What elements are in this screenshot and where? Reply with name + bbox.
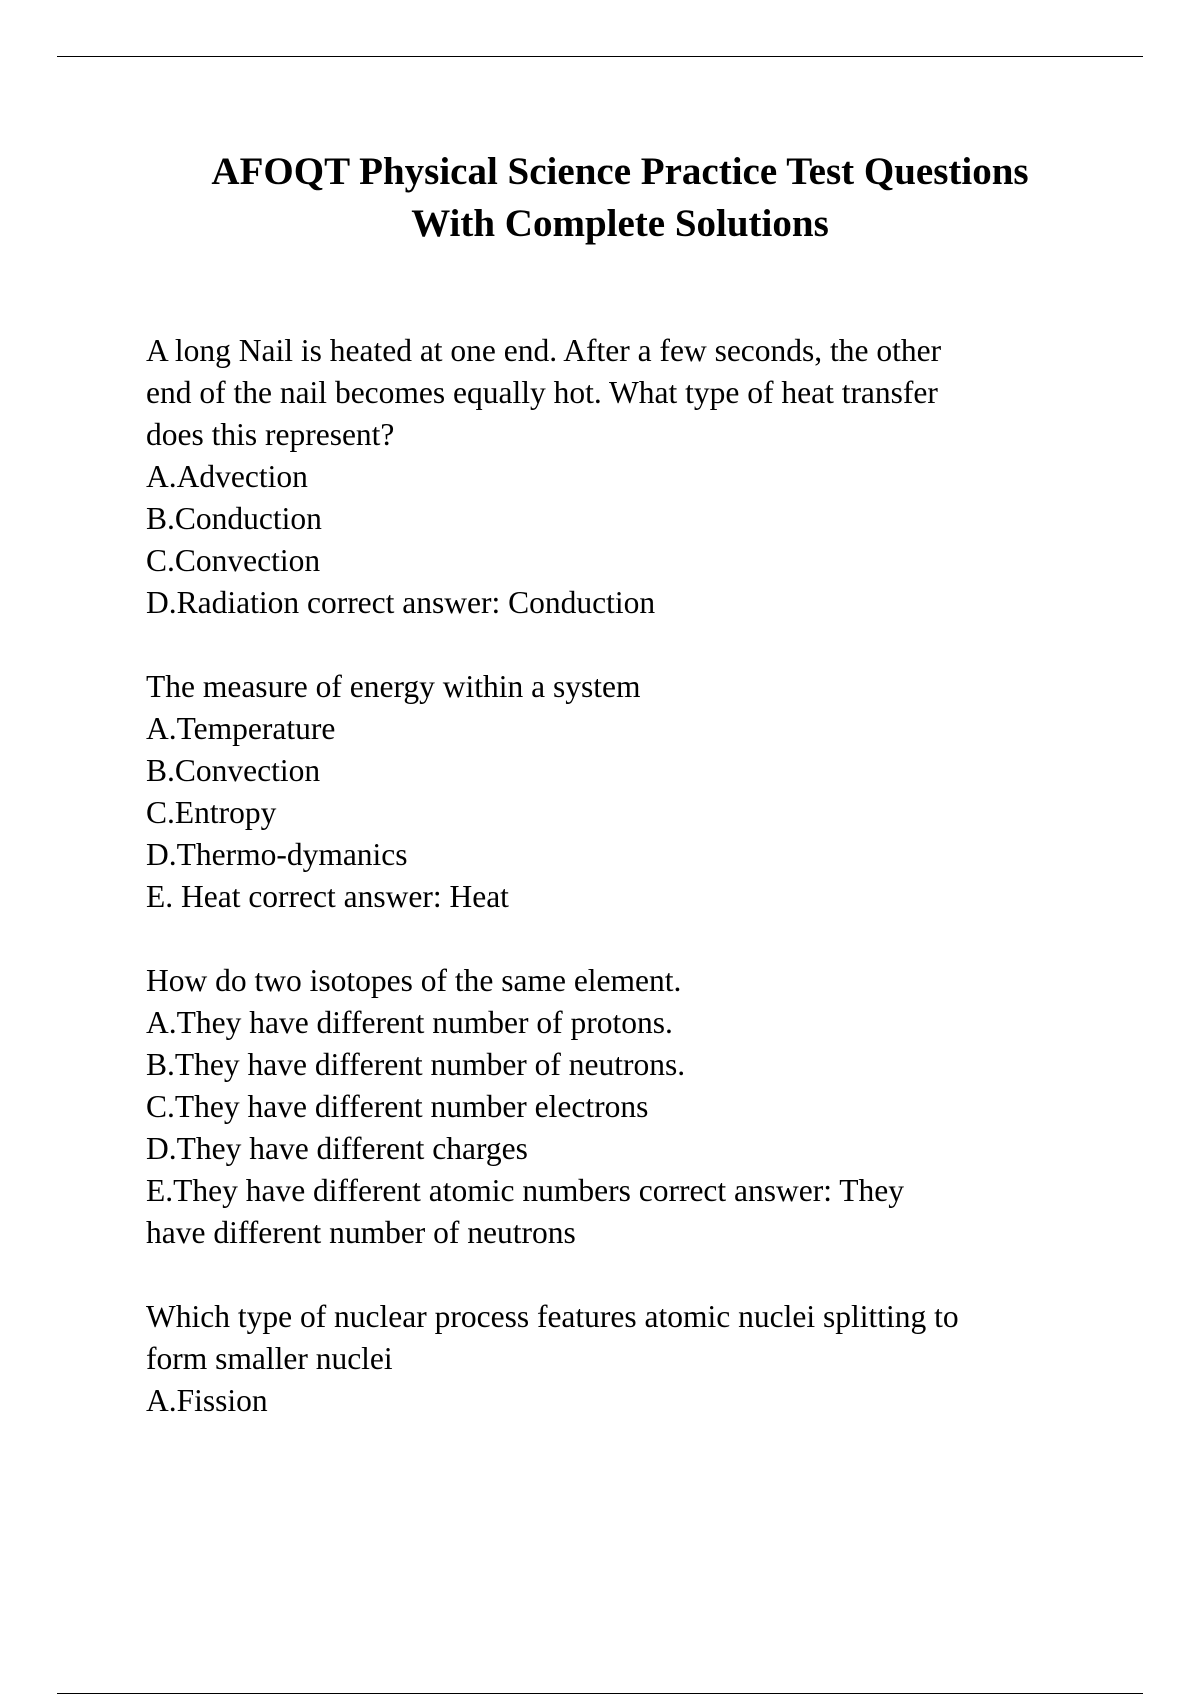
answer-option-with-solution: D.Radiation correct answer: Conduction <box>146 585 656 620</box>
questions-list <box>146 330 1106 1464</box>
answer-option: C.Entropy <box>146 795 277 830</box>
answer-option: D.They have different charges <box>146 1131 528 1166</box>
question-text: end of the nail becomes equally hot. What type of heat transfer <box>146 375 938 410</box>
answer-option: A.Fission <box>146 1383 268 1418</box>
answer-option: D.Thermo-dymanics <box>146 837 408 872</box>
top-rule <box>57 56 1143 57</box>
page-title <box>100 146 1140 250</box>
question-text: A long Nail is heated at one end. After a few seconds, the other <box>146 333 942 368</box>
answer-option: A.They have different number of protons. <box>146 1005 673 1040</box>
question-3 <box>146 960 1106 1254</box>
question-text: form smaller nuclei <box>146 1341 393 1376</box>
question-4 <box>146 1296 1106 1422</box>
question-text: does this represent? <box>146 417 395 452</box>
question-text: How do two isotopes of the same element. <box>146 963 682 998</box>
answer-option: C.Convection <box>146 543 321 578</box>
question-text: The measure of energy within a system <box>146 669 641 704</box>
answer-option-with-solution: E. Heat correct answer: Heat <box>146 879 509 914</box>
answer-option: B.Conduction <box>146 501 322 536</box>
title-line: With Complete Solutions <box>411 202 829 245</box>
question-2 <box>146 666 1106 918</box>
bottom-rule <box>57 1693 1143 1694</box>
answer-option: B.Convection <box>146 753 321 788</box>
answer-option: B.They have different number of neutrons. <box>146 1047 686 1082</box>
answer-option: A.Temperature <box>146 711 336 746</box>
title-line: AFOQT Physical Science Practice Test Questions <box>211 150 1029 193</box>
answer-option: C.They have different number electrons <box>146 1089 649 1124</box>
question-1 <box>146 330 1106 624</box>
solution-continued: have different number of neutrons <box>146 1215 576 1250</box>
answer-option-with-solution: E.They have different atomic numbers correct answer: They <box>146 1173 905 1208</box>
question-text: Which type of nuclear process features atomic nuclei splitting to <box>146 1299 959 1334</box>
answer-option: A.Advection <box>146 459 308 494</box>
